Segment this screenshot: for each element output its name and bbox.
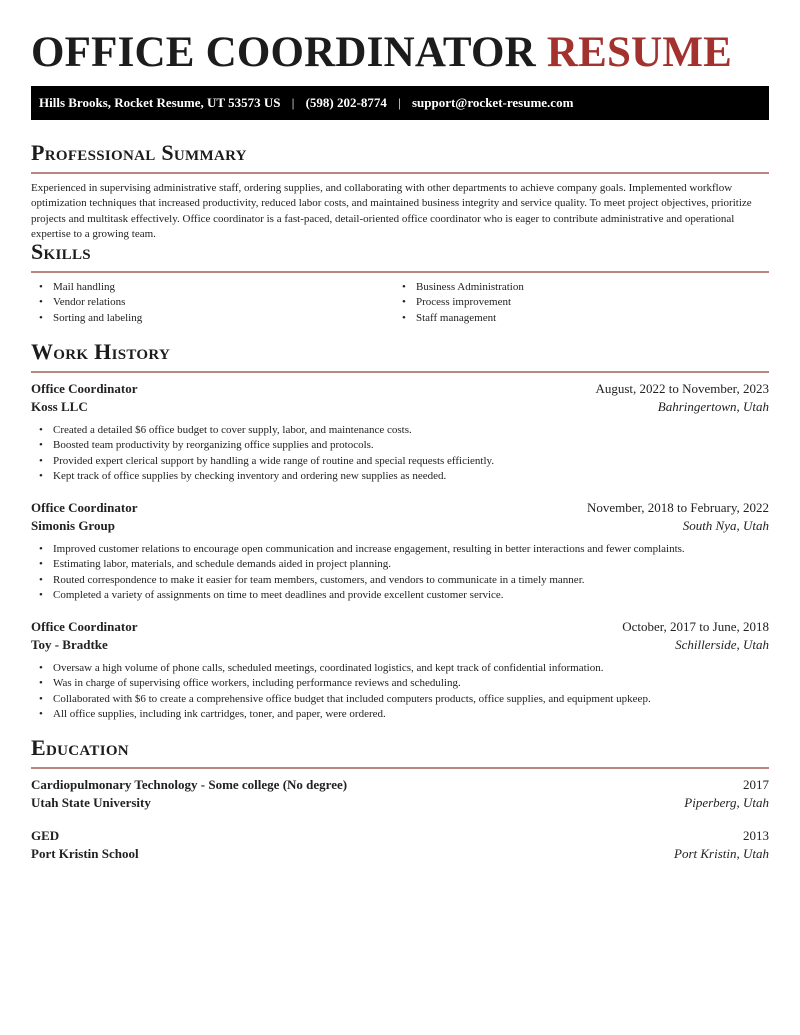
education-divider <box>31 767 769 769</box>
education-subheader <box>31 795 769 813</box>
skills-heading: Skills <box>31 239 91 264</box>
job-bullet: • Estimating labor, materials, and schedule demands aided in project planning. <box>31 557 769 572</box>
education-header <box>31 828 769 846</box>
summary-heading: Professional Summary <box>31 140 247 165</box>
summary-divider <box>31 172 769 174</box>
skill-item: • Vendor relations <box>31 295 391 310</box>
job-company: Koss LLC <box>31 399 88 414</box>
contact-separator: | <box>398 95 401 110</box>
job-bullets <box>31 542 769 603</box>
education-subheader <box>31 846 769 864</box>
job-title: Office Coordinator <box>31 381 138 396</box>
contact-bar <box>31 86 769 120</box>
education-school: Utah State University <box>31 795 151 810</box>
education-year: 2017 <box>743 777 769 792</box>
title-main: OFFICE COORDINATOR <box>31 29 536 76</box>
skills-list-left <box>31 280 391 326</box>
job-header <box>31 619 769 637</box>
job-bullet: • Collaborated with $6 to create a comprehensive office budget that included computers products, office supplies, and equipment upkeep. <box>31 692 769 707</box>
education-degree: Cardiopulmonary Technology - Some college (No degree) <box>31 777 348 792</box>
summary-text: Experienced in supervising administrative staff, ordering supplies, and collaborating with other departments to achieve company goals. Implemented workflow optimization techniques that increased productivity, reduced labor costs, and maintained business integrity and service quality. To meet project objectives, prioritize projects and multitask effectively. Office coordinator is a fast-paced, detail-oriented office coordinator who is eager to contribute administrative and operational expertise to a growing team. <box>31 182 752 240</box>
job-bullets <box>31 423 769 484</box>
skill-item: • Process improvement <box>394 295 769 310</box>
job-subheader <box>31 399 769 417</box>
contact-phone: (598) 202-8774 <box>305 95 387 110</box>
job-bullet: • Was in charge of supervising office workers, including performance reviews and scheduling. <box>31 676 769 691</box>
job-dates: November, 2018 to February, 2022 <box>586 500 769 515</box>
job-bullet: • Oversaw a high volume of phone calls, scheduled meetings, coordinated logistics, and kept track of confidential information. <box>31 661 769 676</box>
work-divider <box>31 371 769 373</box>
job-location: Bahringertown, Utah <box>657 399 769 414</box>
job-subheader <box>31 637 769 655</box>
job-location: Schillerside, Utah <box>675 637 769 652</box>
job-bullet: • Routed correspondence to make it easier for team members, customers, and vendors to communicate in a timely manner. <box>31 573 769 588</box>
job-company: Toy - Bradtke <box>31 637 108 652</box>
education-location: Port Kristin, Utah <box>674 846 769 861</box>
resume-title <box>31 28 732 77</box>
education-school: Port Kristin School <box>31 846 139 861</box>
title-accent: RESUME <box>546 29 733 76</box>
skill-item: • Mail handling <box>31 280 391 295</box>
job-bullet: • Created a detailed $6 office budget to cover supply, labor, and maintenance costs. <box>31 423 769 438</box>
skill-item: • Business Administration <box>394 280 769 295</box>
job-title: Office Coordinator <box>31 500 138 515</box>
skill-item: • Sorting and labeling <box>31 311 391 326</box>
job-location: South Nya, Utah <box>682 518 769 533</box>
job-bullet: • Improved customer relations to encourage open communication and increase engagement, resulting in better interactions and fewer complaints. <box>31 542 769 557</box>
education-year: 2013 <box>743 828 769 843</box>
contact-address: Hills Brooks, Rocket Resume, UT 53573 US <box>39 95 281 110</box>
job-bullet: • All office supplies, including ink cartridges, toner, and paper, were ordered. <box>31 707 769 722</box>
job-header <box>31 500 769 518</box>
contact-separator: | <box>291 95 295 110</box>
skills-divider <box>31 271 769 273</box>
education-location: Piperberg, Utah <box>684 795 769 810</box>
job-bullets <box>31 661 769 722</box>
education-heading: Education <box>31 735 129 760</box>
job-dates: October, 2017 to June, 2018 <box>622 619 769 634</box>
education-degree: GED <box>31 828 60 843</box>
job-bullet: • Boosted team productivity by reorganizing office supplies and protocols. <box>31 438 769 453</box>
job-bullet: • Completed a variety of assignments on time to meet deadlines and provide excellent customer service. <box>31 588 769 603</box>
job-company: Simonis Group <box>31 518 115 533</box>
job-header <box>31 381 769 399</box>
contact-email: support@rocket-resume.com <box>411 95 574 110</box>
skill-item: • Staff management <box>394 311 769 326</box>
work-heading: Work History <box>31 339 171 364</box>
job-bullet: • Provided expert clerical support by handling a wide range of routine and special requests efficiently. <box>31 454 769 469</box>
job-bullet: • Kept track of office supplies by checking inventory and ordering new supplies as needed. <box>31 469 769 484</box>
education-header <box>31 777 769 795</box>
skills-list-right <box>394 280 769 326</box>
job-dates: August, 2022 to November, 2023 <box>595 381 769 396</box>
job-subheader <box>31 518 769 536</box>
job-title: Office Coordinator <box>31 619 138 634</box>
